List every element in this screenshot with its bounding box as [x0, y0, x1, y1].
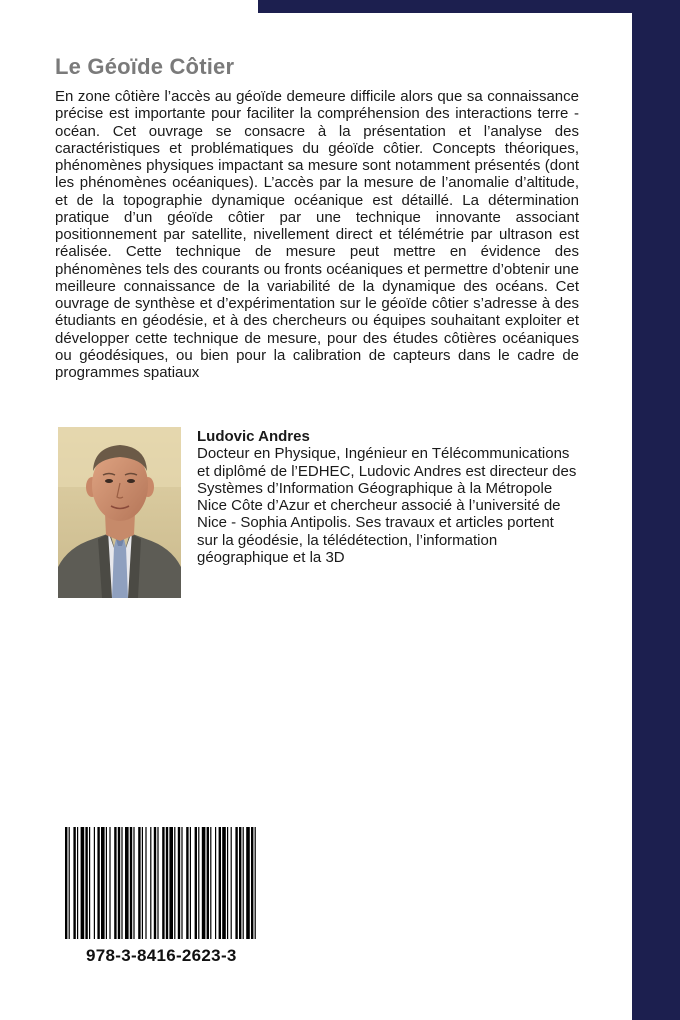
author-photo [58, 427, 181, 598]
author-bio: Docteur en Physique, Ingénieur en Télécommunications et diplômé de l’EDHEC, Ludovic Andres est directeur des Systèmes d’Information Géographique à la Métropole Nice Côte d’Azur et chercheur associé à l’université de Nice - Sophia Antipolis. Ses travaux et articles portent sur la géodésie, la télédétection, l’information géographique et la 3D [197, 445, 577, 567]
top-color-band [258, 0, 680, 13]
author-name: Ludovic Andres [197, 428, 310, 445]
spine-color-band [632, 0, 680, 1020]
book-title: Le Géoïde Côtier [55, 54, 235, 79]
author-section [197, 428, 577, 566]
barcode [65, 827, 257, 939]
isbn-number: 978-3-8416-2623-3 [86, 946, 237, 965]
book-description: En zone côtière l’accès au géoïde demeure difficile alors que sa connaissance précise est importante pour faciliter la compréhension des interactions terre - océan. Cet ouvrage se consacre à la présentation et l’analyse des caractéristiques et problématiques du géoïde côtier. Concepts théoriques, phénomènes physiques impactant sa mesure sont notamment présentés (dont les phénomènes océaniques). L’accès par la mesure de l’anomalie d’altitude, et de la topographie dynamique océanique est détaillé. La détermination pratique d’un géoïde côtier par une technique innovante associant positionnement par satellite, nivellement direct et télémétrie par ultrason est réalisée. Cette technique de mesure peut mettre en évidence des phénomènes tels des courants ou fronts océaniques et permettre d’obtenir une meilleure connaissance de la variabilité de la dynamique des océans. Cet ouvrage de synthèse et d’expérimentation sur le géoïde côtier s’adresse à des étudiants en géodésie, et à des chercheurs ou équipes souhaitant exploiter et développer cette technique de mesure, pour des études côtières océaniques ou géodésiques, ou bien pour la calibration de capteurs dans le cadre de programmes spatiaux [55, 88, 579, 381]
